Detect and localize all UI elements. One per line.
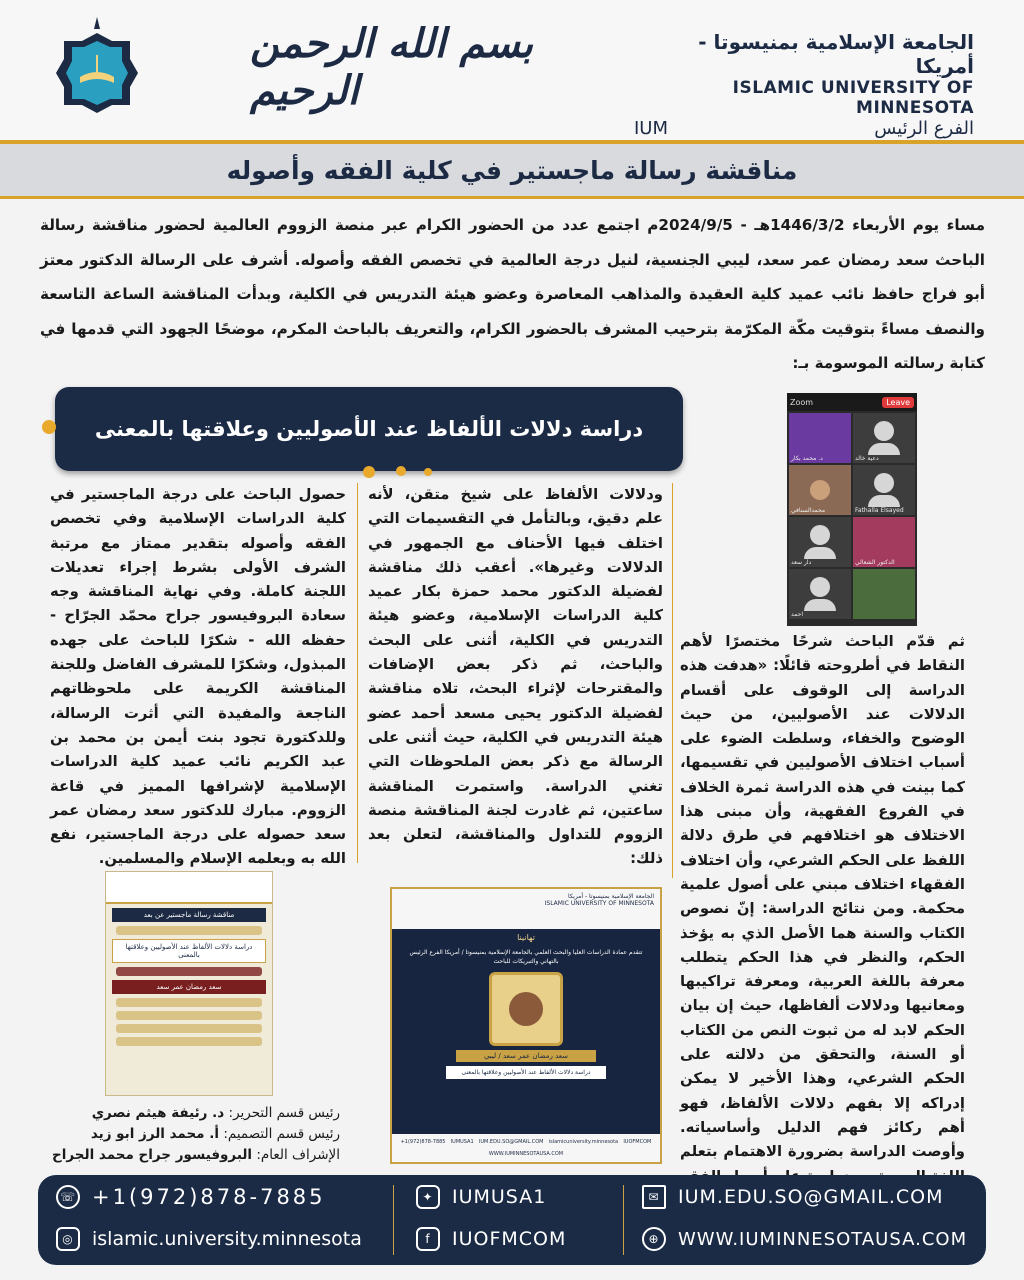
instagram-contact[interactable] [56,1227,362,1251]
email-contact[interactable] [642,1185,944,1209]
poster-line [116,1037,262,1046]
participant-tile: احمد [789,569,851,619]
credit-line: رئيس قسم التحرير: د. رئيفة هيثم نصري [91,1105,340,1121]
poster2-footer: +1(972)878-7885 IUMUSA1 IUM.EDU.SO@GMAIL.COM islamicuniversity.minnesota IUOFMCOM WWW.IUMINNESOTAUSA.COM [392,1134,660,1162]
participant-tile: محمدالسنافي [789,465,851,515]
congratulations-poster [390,887,662,1164]
facebook-handle: IUOFMCOM [452,1228,567,1250]
poster2-name: سعد رمضان عمر سعد / ليبي [456,1050,596,1062]
university-logo-icon [52,15,142,115]
footer-divider [623,1185,624,1255]
participant-tile: الدكتور الشعالي [853,517,915,567]
whatsapp-icon: ☏ [56,1185,80,1209]
poster-line [116,998,262,1007]
poster2-header: الجامعة الإسلامية بمنيسوتا - أمريكا ISLAMIC UNIVERSITY OF MINNESOTA [392,889,660,929]
poster-thesis: دراسة دلالات الألفاظ عند الأصوليين وعلاقتها بالمعنى [112,939,266,963]
page-title: مناقشة رسالة ماجستير في كلية الفقه وأصوله [226,155,798,185]
zoom-toolbar [787,393,917,411]
globe-icon: ⊕ [642,1227,666,1251]
twitter-icon: ✦ [416,1185,440,1209]
website-url: WWW.IUMINNESOTAUSA.COM [678,1228,968,1250]
participant-tile: د. محمد بكار [789,413,851,463]
article-column-left: حصول الباحث على درجة الماجستير في كلية الدراسات الإسلامية وفي تخصص الفقه وأصوله بتقدير ممتاز مع مرتبة الشرف الأولى بشرط إجراء تعديلات اللجنة كاملة. وفي نهاية المناقشة وجه سعادة البروفيسور جراح محمّد الجرّاح - حفظه الله - شكرًا للباحث على جهده المبذول، وشكرًا للمشرف الفاضل وللجنة المناقشة الكريمة على ملحوظاتهم الناجعة والمفيدة التي أثرت الرسالة، وللدكتورة تجود بنت أيمن بن محمد بن عبد الكريم نائب عميد كلية الدراسات الإسلامية لإشرافها المميز في قاعة الزووم. مبارك للدكتور سعد رمضان عمر سعد حصوله على درجة الماجستير، نفع الله به وبعلمه الإسلام والمسلمين. [50,486,346,868]
facebook-contact[interactable] [416,1227,566,1251]
credits [40,1103,340,1166]
participant-tile: Fathalla Elsayed [853,465,915,515]
poster2-intro: تتقدم عمادة الدراسات العليا والبحث العلمي بالجامعة الإسلامية بمنيسوتا / أمريكا الفرع الرئيس بالتهاني والتبريكات للباحث [409,949,643,965]
article-column-right: ثم قدّم الباحث شرحًا مختصرًا لأهم النقاط في أطروحته قائلًا: «هدفت هذه الدراسة إلى الوقوف على أقسام الدلالات عند الأصوليين، من حيث الوضوح والخفاء، وسلطت الضوء على أسباب اختلاف الأصوليين في تقسيمها، كما بينت في هذه الدراسة ثمرة الخلاف في الفروع الفقهية، وأن مبنى هذا الاختلاف هو اختلافهم في طرق دلالة اللفظ على الحكم الشرعي، وأن اختلاف الفقهاء اختلاف مبني على أصول علمية محكمة. ومن نتائج الدراسة: إنّ نصوص الكتاب والسنة هما الأصل الذي به يؤخذ الحكم، والنظر في هذا الحكم يتطلب معرفة باللغة العربية، ومعرفة تراكيبها ومعانيها ودلالات ألفاظها، حيث إن بيان الحكم لابد له من ثبوت النص من الكتاب أو السنة، والتحقق من دلالته على الحكم الشرعي، وهذا الأخير لا يمكن إدراكه إلا بفهم دلالات الألفاظ، فهو أهم ركائز فهم الدليل وأساسياته. وأوصت الدراسة بضرورة الاهتمام بتعلم [680,633,965,1161]
university-name-ar: الجامعة الإسلامية بمنيسوتا - أمريكا [698,30,974,78]
header [0,0,1024,140]
poster-line [116,967,262,976]
phone-contact[interactable] [56,1185,326,1209]
footer-divider [393,1185,394,1255]
poster2-congrats: تهانينا [517,933,535,942]
credit-line: رئيس قسم التصميم: أ. محمد الرز ابو زيد [90,1126,340,1142]
decorative-dot [396,466,406,476]
mail-icon: ✉ [642,1185,666,1209]
branch-en: IUM [634,118,669,139]
participant-tile: دعية خالد [853,413,915,463]
decorative-dot [363,466,375,478]
poster-line [116,1024,262,1033]
column-divider [357,483,358,863]
divider [0,196,1024,199]
zoom-label: Zoom [790,397,814,407]
thesis-title: دراسة دلالات الألفاظ عند الأصوليين وعلاقتها بالمعنى [94,417,644,441]
credit-line: الإشراف العام: البروفيسور جراح محمد الجراح [52,1147,340,1163]
instagram-handle: islamic.university.minnesota [92,1228,362,1250]
participant-grid [787,411,917,621]
poster-line [116,926,262,935]
instagram-icon: ◎ [56,1227,80,1251]
poster2-thesis: دراسة دلالات الألفاظ عند الأصوليين وعلاقتها بالمعنى [446,1066,606,1079]
website-contact[interactable] [642,1227,967,1251]
announcement-poster [105,871,273,1096]
title-bar [0,144,1024,196]
decorative-dot [424,468,432,476]
poster-title: مناقشة رسالة ماجستير عن بعد [112,908,266,922]
participant-tile: دار سعد [789,517,851,567]
facebook-icon: f [416,1227,440,1251]
leave-button: Leave [882,397,914,408]
zoom-screenshot [787,393,917,626]
decorative-dot [42,420,56,434]
article-column-middle: ودلالات الألفاظ على شيخ متقن، لأنه علم دقيق، وبالتأمل في التقسيمات التي اختلف فيها الأحناف مع الجمهور في الدلالات وغيرها». أعقب ذلك مناقشة لفضيلة الدكتور محمد حمزة بكار عميد كلية الدراسات الإسلامية، وعضو هيئة التدريس في الكلية، أثنى على البحث والباحث، ثم ذكر بعض الإضافات والمقترحات لإثراء البحث، تلاه مناقشة لفضيلة الدكتور يحيى مسعد أحمد عضو هيئة التدريس في الكلية، حيث أثنى على الرسالة مع ذكر بعض الملحوظات التي تغني الدراسة. واستمرت المناقشة ساعتين، ثم غادرت لجنة المناقشة منصة الزووم للتداول والمناقشة، لتعلن بعد ذلك: [368,486,663,868]
branch-line [634,118,974,139]
thesis-title-box [55,387,683,471]
researcher-portrait [489,972,563,1046]
twitter-contact[interactable] [416,1185,546,1209]
basmala: بسم الله الرحمن الرحيم [250,20,533,114]
university-name-en: ISLAMIC UNIVERSITY OF MINNESOTA [732,78,974,118]
contact-footer [38,1175,986,1265]
poster-header [106,872,272,904]
branch-ar: الفرع الرئيس [874,118,974,139]
poster-line [116,1011,262,1020]
phone-number: +1(972)878-7885 [92,1185,326,1209]
participant-tile [853,569,915,619]
twitter-handle: IUMUSA1 [452,1186,547,1208]
intro-paragraph: مساء يوم الأربعاء 1446/3/2هـ - 2024/9/5م اجتمع عدد من الحضور الكرام عبر منصة الزووم العالمية لحضور مناقشة رسالة الباحث سعد رمضان عمر سعد، ليبي الجنسية، لنيل درجة العالمية في تخصص الفقه وأصوله. أشرف على الرسالة الدكتور معتز أبو فراج حافظ نائب عميد كلية العقيدة والمذاهب المعاصرة وعضو هيئة التدريس في الكلية، وبدأت المناقشة الساعة التاسعة والنصف مساءً بتوقيت مكّة المكرّمة بترحيب المشرف بالحضور الكرام، والتعريف بالباحث المكرم، موضحًا الجهود التي قدمها في كتابة رسالته الموسومة بـ: [40,216,985,372]
poster-name: سعد رمضان عمر سعد [112,980,266,994]
column-divider [672,483,673,878]
email-address: IUM.EDU.SO@GMAIL.COM [678,1186,944,1208]
